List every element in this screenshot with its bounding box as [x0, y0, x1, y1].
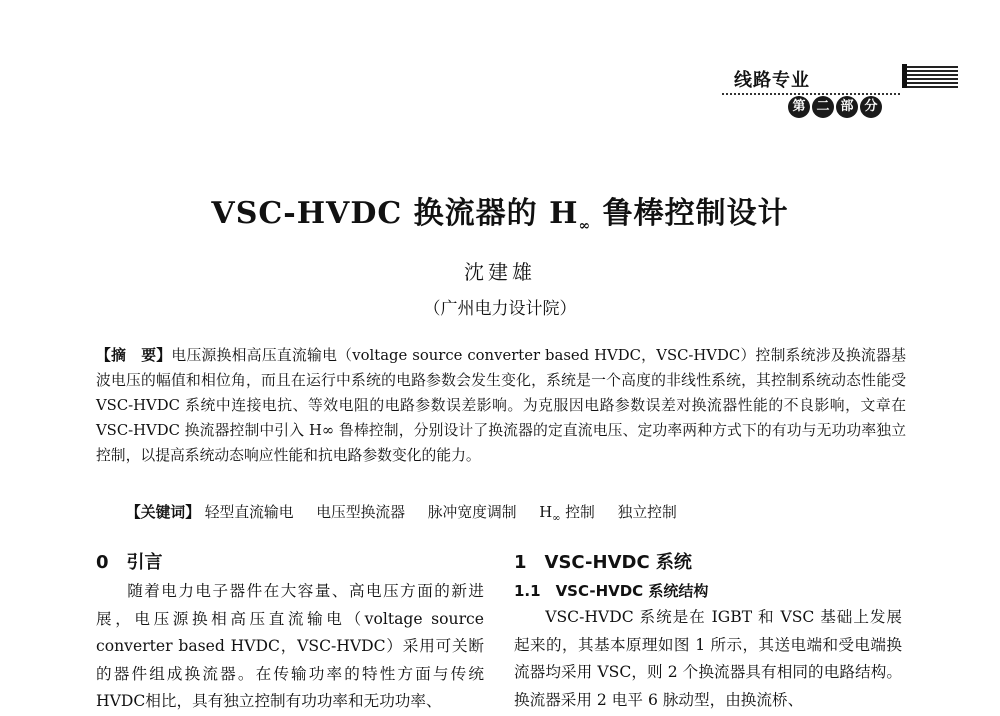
keyword-hinf: $H_\infty$ 控制: [539, 504, 595, 524]
title-main: VSC-HVDC 换流器的 H: [211, 196, 579, 231]
keywords: [126, 500, 906, 531]
part-char: 分: [860, 96, 882, 118]
author-name: 沈建雄: [464, 260, 536, 284]
title-infinity-subscript: ∞: [578, 218, 592, 234]
abstract: [96, 343, 906, 468]
right-column: [514, 548, 902, 714]
keyword: 独立控制: [617, 504, 677, 521]
section-1-1-paragraph: VSC-HVDC 系统是在 IGBT 和 VSC 基础上发展起来的，其基本原理如图 1 所示，其送电端和受电端换流器均采用 VSC，则 2 个换流器具有相同的电路结构。换流器采用 2 电平 6 脉动型，由换流桥、: [514, 608, 902, 709]
header-striped-bar: [902, 64, 958, 88]
keyword: 电压型换流器: [316, 504, 406, 521]
section-label: 线路专业: [734, 70, 810, 91]
section-1-1-heading: 1.1 VSC-HVDC 系统结构: [514, 582, 709, 600]
intro-paragraph: 随着电力电子器件在大容量、高电压方面的新进展，电压源换相高压直流输电（voltage source converter based HVDC，VSC-HVDC）采用可关断的器件组成换流器。在传输功率的特性方面与传统HVDC相比，具有独立控制有功功率和无功功率、: [96, 582, 484, 710]
keyword: 轻型直流输电: [204, 504, 294, 521]
intro-heading: 0 引言: [96, 552, 163, 573]
keyword: 脉冲宽度调制: [427, 504, 517, 521]
abstract-label: 【摘 要】: [96, 347, 172, 364]
title-rest: 鲁棒控制设计: [591, 196, 789, 231]
section-1-heading: 1 VSC-HVDC 系统: [514, 552, 692, 573]
part-char: 第: [788, 96, 810, 118]
keywords-label: 【关键词】: [126, 504, 200, 521]
journal-header: [722, 60, 960, 120]
part-char: 部: [836, 96, 858, 118]
header-dotted-rule: [722, 93, 900, 95]
paper-title: [0, 188, 1000, 234]
part-char: 二: [812, 96, 834, 118]
author-affiliation: （广州电力设计院）: [423, 299, 577, 319]
part-label: [788, 96, 882, 118]
abstract-text: 电压源换相高压直流输电（voltage source converter based HVDC，VSC-HVDC）控制系统涉及换流器基波电压的幅值和相位角，而且在运行中系统的电路参数会发生变化，系统是一个高度的非线性系统，其控制系统动态性能受 VSC-HVDC 系统中连接电抗、等效电阻的电路参数误差影响。为克服因电路参数误差对换流器性能的不良影响，文章在 VSC-HVDC 换流器控制中引入 H∞ 鲁棒控制，分别设计了换流器的定直流电压、定功率两种方式下的有功与无功功率独立控制，以提高系统动态响应性能和抗电路参数变化的能力。: [96, 347, 906, 464]
left-column: [96, 548, 484, 716]
